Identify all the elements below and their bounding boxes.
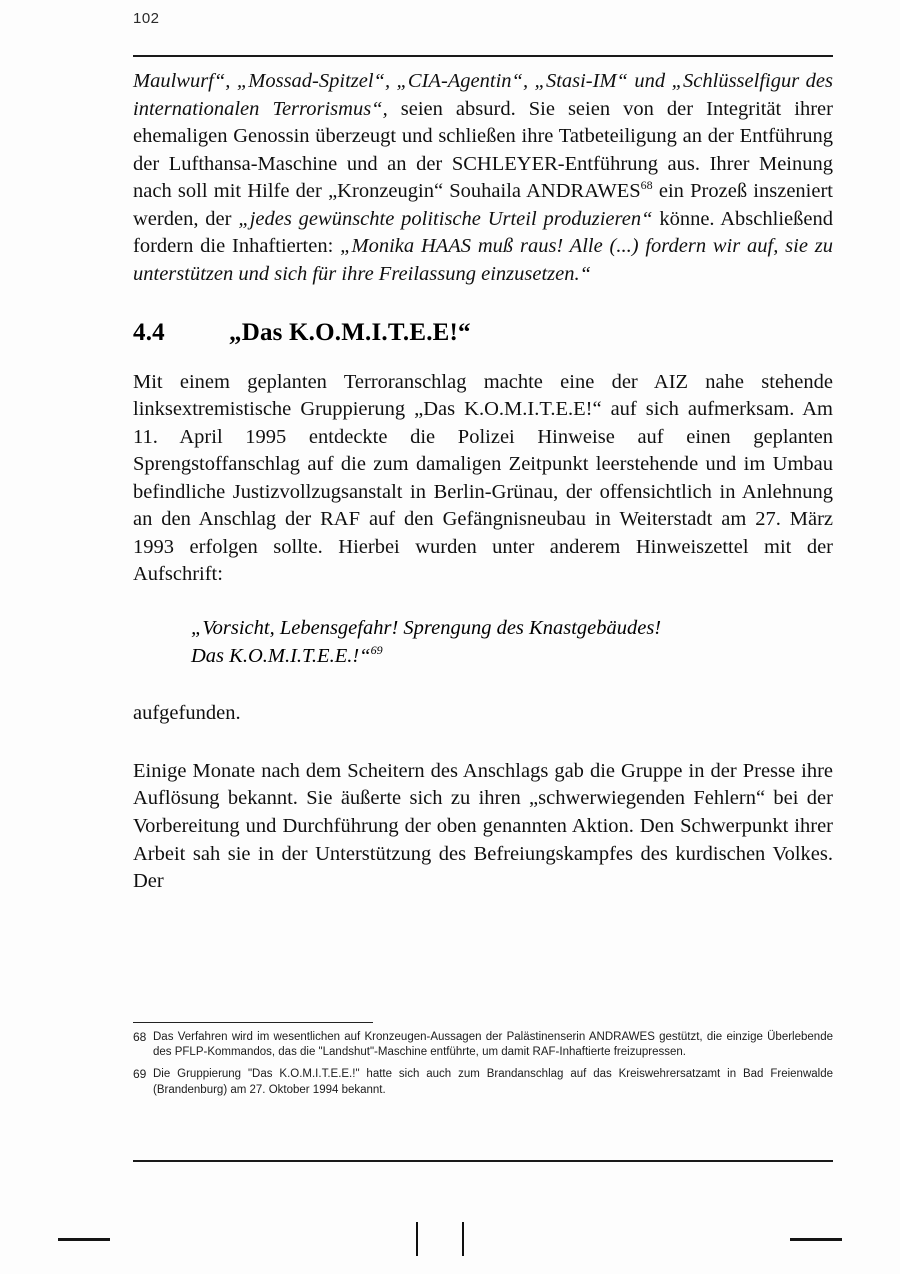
page-content xyxy=(133,68,833,896)
footnote-text: Die Gruppierung "Das K.O.M.I.T.E.E.!" hatte sich auch zum Brandanschlag auf das Kreiswehrersatzamt in Bad Freienwalde (Brandenburg) am 27. Oktober 1994 bekannt. xyxy=(153,1068,833,1096)
paragraph-intro-text-2: ein Prozeß inszeniert werden, der xyxy=(133,180,833,230)
paragraph-intro-text-1: seien absurd. Sie seien von der Integrität ihrer ehemaligen Genossin überzeugt und schließen ihre Tatbeteiligung an der Entführung der Lufthansa-Maschine und an der SCHLEYER-Entführung aus. Ihrer Meinung nach soll mit Hilfe der „Kronzeugin“ Souhaila ANDRAWES xyxy=(133,97,833,203)
footnote-ref-68[interactable]: 68 xyxy=(640,178,653,193)
footnote-number: 69 xyxy=(133,1067,147,1082)
paragraph-intro-quote-2: „Monika HAAS muß raus! Alle (...) fordern wir auf, sie zu unterstützen und sich für ihre Freilassung einzusetzen.“ xyxy=(133,235,833,285)
section-heading xyxy=(133,319,833,347)
footnotes-section xyxy=(133,1030,833,1105)
spacer-after-quote xyxy=(133,670,833,700)
section-number: 4.4 xyxy=(133,318,165,346)
paragraph-intro-italic-lead: Maulwurf“, „Mossad-Spitzel“, „CIA-Agentin“, „Stasi-IM“ und „Schlüsselfigur des internationalen Terrorismus“, xyxy=(133,70,833,120)
footnote-number: 68 xyxy=(133,1030,147,1044)
registration-tick-left xyxy=(416,1222,418,1256)
footnote-text: Das Verfahren wird im wesentlichen auf Kronzeugen-Aussagen der Palästinenserin ANDRAWES gestützt, die einzige Überlebende des PFLP-Kommandos, das die "Landshut"-Maschine entführte, um damit RAF-Inhaftierte freizupressen. xyxy=(153,1031,833,1059)
footnote-separator-rule xyxy=(133,1022,373,1023)
registration-tick-right xyxy=(462,1222,464,1256)
section-title: „Das K.O.M.I.T.E.E!“ xyxy=(229,318,471,346)
paragraph-komitee-description: Mit einem geplanten Terroranschlag machte eine der AIZ nahe stehende linksextremistische Gruppierung „Das K.O.M.I.T.E.E!“ auf sich aufmerksam. Am 11. April 1995 entdeckte die Polizei Hinweise auf einen geplanten Sprengstoffanschlag auf die zum damaligen Zeitpunkt leerstehende und im Umbau befindliche Justizvollzugsanstalt in Berlin-Grünau, der offensichtlich in Anlehnung an den Anschlag der RAF auf den Gefängnisneubau in Weiterstadt am 27. März 1993 erfolgen sollte. Hierbei wurden unter anderem Hinweiszettel mit der Aufschrift: xyxy=(133,370,833,586)
blockquote-leaflet xyxy=(133,615,833,670)
footnote-item xyxy=(133,1067,833,1097)
edge-mark-left xyxy=(58,1238,110,1241)
paragraph-intro-quote-1: „jedes gewünschte politische Urteil produzieren“ xyxy=(238,207,653,230)
spacer-before-last xyxy=(133,728,833,758)
blockquote-line-2: Das K.O.M.I.T.E.E.!“ xyxy=(191,644,371,667)
blockquote-line-1: „Vorsicht, Lebensgefahr! Sprengung des Knastgebäudes! xyxy=(191,617,662,639)
blockquote-line-2-wrapper xyxy=(191,643,833,671)
edge-mark-right xyxy=(790,1238,842,1241)
header-rule xyxy=(133,55,833,57)
paragraph-intro xyxy=(133,68,833,289)
footnote-item xyxy=(133,1030,833,1060)
paragraph-aufgefunden: aufgefunden. xyxy=(133,702,241,725)
scan-registration-marks xyxy=(0,1222,900,1262)
paragraph-dissolution: Einige Monate nach dem Scheitern des Anschlags gab die Gruppe in der Presse ihre Auflösung bekannt. Sie äußerte sich zu ihren „schwerwiegenden Fehlern“ bei der Vorbereitung und Durchführung der oben genannten Aktion. Den Schwerpunkt ihrer Arbeit sah sie in der Unterstützung des Befreiungskampfes des kurdischen Volkes. Der xyxy=(133,759,833,893)
footer-rule xyxy=(133,1160,833,1162)
footnote-ref-69[interactable]: 69 xyxy=(370,642,383,657)
page-number: 102 xyxy=(133,10,160,27)
paragraph-intro-text-3: könne. Abschließend fordern die Inhaftierten: xyxy=(133,207,833,258)
